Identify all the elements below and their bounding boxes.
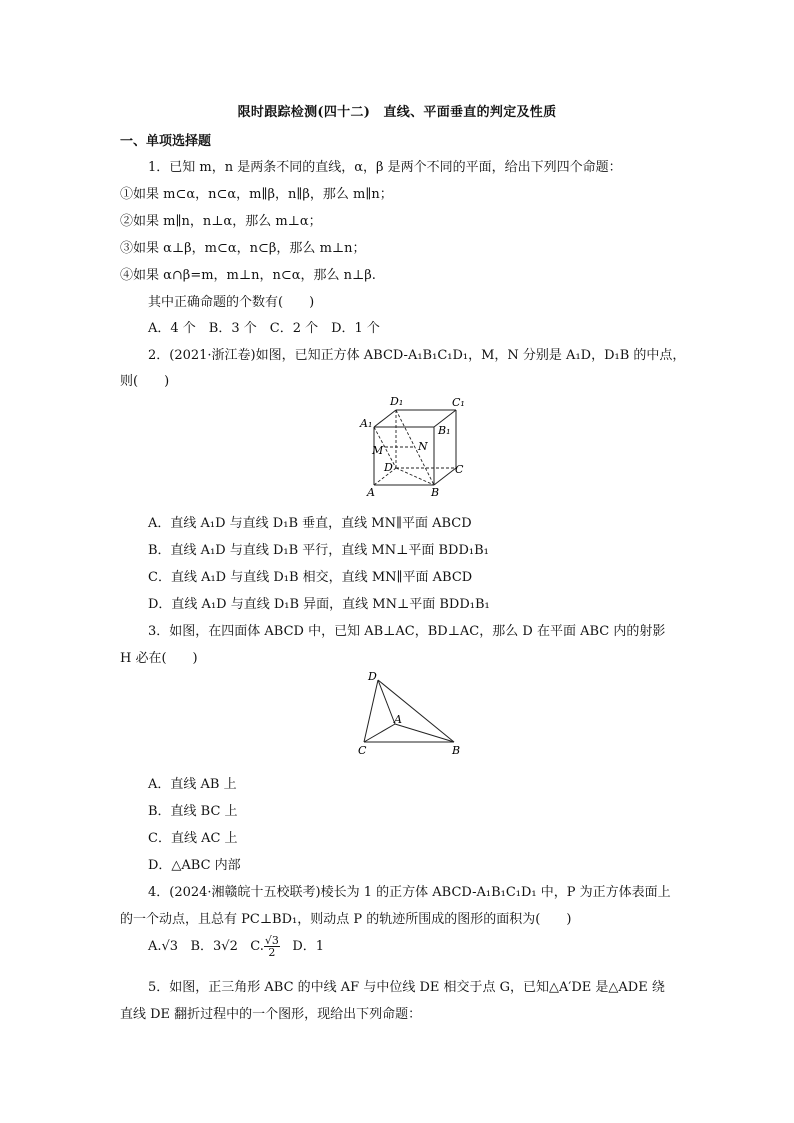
q1-proposition-4: ④如果 α∩β=m，m⊥n，n⊂α，那么 n⊥β. [120,268,376,283]
q3-option-d: D．△ABC 内部 [148,858,241,873]
q2-stem-line1: 2．(2021·浙江卷)如图，已知正方体 ABCD-A₁B₁C₁D₁，M，N 分别是 A₁D，D₁B 的中点， [148,348,686,363]
q4-option-b: B．3√2 [190,939,238,954]
q4-stem-line2: 的一个动点，且总有 PC⊥BD₁，则动点 P 的轨迹所围成的图形的面积为( ) [120,912,572,927]
q2-option-c: C．直线 A₁D 与直线 D₁B 相交，直线 MN∥平面 ABCD [148,570,473,585]
q3-stem-line1: 3．如图，在四面体 ABCD 中，已知 AB⊥AC，BD⊥AC，那么 D 在平面 ABC 内的射影 [148,624,666,639]
q2-option-d: D．直线 A₁D 与直线 D₁B 异面，直线 MN⊥平面 BDD₁B₁ [148,597,490,612]
q2-option-b: B．直线 A₁D 与直线 D₁B 平行，直线 MN⊥平面 BDD₁B₁ [148,543,489,558]
q3-stem-line2: H 必在( ) [120,651,198,666]
q4-stem-line1: 4．(2024·湘赣皖十五校联考)棱长为 1 的正方体 ABCD-A₁B₁C₁D₁ 中，P 为正方体表面上 [148,885,671,900]
label-D: D [368,670,377,683]
label-D1: D₁ [390,395,404,408]
q1-proposition-2: ②如果 m∥n，n⊥α，那么 m⊥α； [120,214,322,229]
q2-stem-line2: 则( ) [120,374,170,389]
label-C: C [455,463,464,476]
fraction-numerator: √3 [264,934,279,947]
cube-figure [354,394,474,500]
q4-option-c-fraction [264,935,280,958]
fraction-denominator: 2 [268,946,276,959]
q3-option-a: A．直线 AB 上 [148,777,237,792]
q4-options [148,935,324,958]
label-B: B [452,744,461,757]
label-A: A [367,486,375,499]
q2-option-a: A．直线 A₁D 与直线 D₁B 垂直，直线 MN∥平面 ABCD [148,516,472,531]
q5-stem-line2: 直线 DE 翻折过程中的一个图形，现给出下列命题： [120,1007,422,1022]
label-N: N [418,440,428,453]
q1-stem: 1．已知 m，n 是两条不同的直线，α，β 是两个不同的平面，给出下列四个命题： [148,160,622,175]
page-title: 限时跟踪检测(四十二) 直线、平面垂直的判定及性质 [237,105,557,120]
q5-stem-line1: 5．如图，正三角形 ABC 的中线 AF 与中位线 DE 相交于点 G，已知△A′DE 是△ADE 绕 [148,980,665,995]
q3-option-b: B．直线 BC 上 [148,804,238,819]
label-A1: A₁ [360,417,373,430]
label-M: M [372,444,384,457]
q1-proposition-3: ③如果 α⊥β，m⊂α，n⊂β，那么 m⊥n； [120,241,366,256]
label-B: B [431,486,440,499]
q1-options: A．4 个 B．3 个 C．2 个 D．1 个 [148,321,380,336]
label-D: D [384,461,393,474]
label-C1: C₁ [452,396,465,409]
section-heading: 一、单项选择题 [120,134,212,149]
tetrahedron-figure [354,668,470,760]
q1-proposition-1: ①如果 m⊂α，n⊂α，m∥β，n∥β，那么 m∥n； [120,187,393,202]
q3-option-c: C．直线 AC 上 [148,831,238,846]
q4-option-a: A.√3 [148,939,179,954]
q1-ask: 其中正确命题的个数有( ) [148,295,315,310]
label-A: A [394,713,402,726]
q4-option-c-prefix: C. [250,939,264,954]
label-C: C [358,744,367,757]
q4-option-d: D．1 [292,939,325,954]
label-B1: B₁ [438,424,451,437]
